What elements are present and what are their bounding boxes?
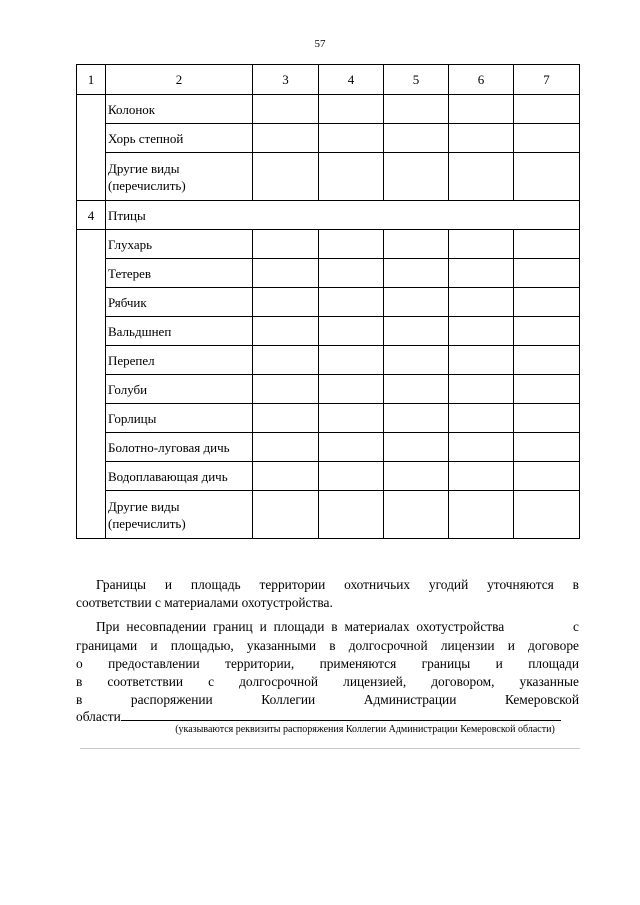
table-row: [77, 153, 580, 201]
paragraph-line: области: [76, 709, 121, 724]
column-header: 6: [449, 65, 514, 95]
value-cell: [253, 230, 319, 259]
paragraph-discrepancy-line2: [76, 637, 579, 656]
value-cell: [253, 462, 319, 491]
value-cell: [253, 404, 319, 433]
paragraph-discrepancy-line5: [76, 691, 579, 710]
table-row: [77, 95, 580, 124]
column-header: 2: [106, 65, 253, 95]
value-cell: [514, 153, 580, 201]
table-row: [77, 317, 580, 346]
value-cell: [384, 95, 449, 124]
footnote-caption: (указываются реквизиты распоряжения Коллегии Администрации Кемеровской области): [175, 724, 555, 735]
species-table: [76, 64, 580, 539]
value-cell: [253, 95, 319, 124]
table-row: [77, 491, 580, 539]
value-cell: [384, 124, 449, 153]
value-cell: [253, 346, 319, 375]
table-row: [77, 404, 580, 433]
species-name-cell: Другие виды (перечислить): [106, 491, 253, 539]
value-cell: [384, 375, 449, 404]
value-cell: [449, 462, 514, 491]
value-cell: [253, 491, 319, 539]
value-cell: [514, 491, 580, 539]
table-row: [77, 124, 580, 153]
value-cell: [319, 462, 384, 491]
value-cell: [384, 317, 449, 346]
value-cell: [449, 317, 514, 346]
group2-number-cell: [77, 230, 106, 539]
value-cell: [449, 95, 514, 124]
value-cell: [449, 346, 514, 375]
paragraph-line: Границы и площадь территории охотничьих угодий уточняются в: [96, 577, 579, 592]
species-name-cell: Колонок: [106, 95, 253, 124]
species-name-cell: Голуби: [106, 375, 253, 404]
paragraph-line: в соответствии с долгосрочной лицензией, договором, указанные: [76, 674, 579, 689]
table-row: [77, 462, 580, 491]
paragraph-boundaries: [76, 576, 579, 595]
fill-in-line: [121, 708, 561, 721]
value-cell: [449, 124, 514, 153]
group1-number-cell: [77, 95, 106, 201]
value-cell: [449, 288, 514, 317]
value-cell: [514, 259, 580, 288]
value-cell: [449, 491, 514, 539]
species-name-cell: Перепел: [106, 346, 253, 375]
value-cell: [253, 375, 319, 404]
table-row: [77, 230, 580, 259]
value-cell: [514, 375, 580, 404]
value-cell: [253, 124, 319, 153]
table-row: [77, 433, 580, 462]
paragraph-discrepancy-line1: [76, 618, 579, 637]
value-cell: [449, 375, 514, 404]
value-cell: [384, 404, 449, 433]
divider: [80, 748, 580, 749]
paragraph-line: соответствии с материалами охотустройства.: [76, 595, 333, 610]
section-row: [77, 201, 580, 230]
species-table-body: [77, 65, 580, 539]
value-cell: [384, 462, 449, 491]
value-cell: [319, 433, 384, 462]
value-cell: [514, 433, 580, 462]
species-name-cell: Рябчик: [106, 288, 253, 317]
value-cell: [319, 259, 384, 288]
value-cell: [319, 95, 384, 124]
value-cell: [449, 230, 514, 259]
value-cell: [253, 433, 319, 462]
value-cell: [514, 230, 580, 259]
value-cell: [384, 433, 449, 462]
paragraph-line: При несовпадении границ и площади в материалах охотустройства с: [96, 619, 579, 634]
column-header: 3: [253, 65, 319, 95]
column-header: 4: [319, 65, 384, 95]
value-cell: [449, 433, 514, 462]
value-cell: [319, 288, 384, 317]
value-cell: [514, 462, 580, 491]
table-row: [77, 288, 580, 317]
value-cell: [514, 95, 580, 124]
table-row: [77, 346, 580, 375]
value-cell: [253, 288, 319, 317]
value-cell: [449, 404, 514, 433]
species-name-cell: Вальдшнеп: [106, 317, 253, 346]
value-cell: [253, 317, 319, 346]
value-cell: [384, 288, 449, 317]
value-cell: [514, 346, 580, 375]
value-cell: [384, 153, 449, 201]
column-header: 5: [384, 65, 449, 95]
value-cell: [253, 153, 319, 201]
value-cell: [319, 230, 384, 259]
value-cell: [449, 153, 514, 201]
species-name-cell: Другие виды (перечислить): [106, 153, 253, 201]
value-cell: [384, 346, 449, 375]
value-cell: [449, 259, 514, 288]
value-cell: [319, 404, 384, 433]
table-header-row: [77, 65, 580, 95]
value-cell: [514, 317, 580, 346]
paragraph-discrepancy-line3: [76, 655, 579, 674]
column-header: 1: [77, 65, 106, 95]
column-header: 7: [514, 65, 580, 95]
value-cell: [384, 259, 449, 288]
value-cell: [514, 288, 580, 317]
section-number: 4: [77, 201, 106, 230]
value-cell: [319, 317, 384, 346]
value-cell: [319, 346, 384, 375]
value-cell: [253, 259, 319, 288]
paragraph-discrepancy-line4: [76, 673, 579, 692]
species-name-cell: Водоплавающая дичь: [106, 462, 253, 491]
value-cell: [319, 491, 384, 539]
species-name-cell: Тетерев: [106, 259, 253, 288]
species-name-cell: Глухарь: [106, 230, 253, 259]
value-cell: [384, 491, 449, 539]
value-cell: [319, 124, 384, 153]
page-number: 57: [314, 38, 326, 50]
value-cell: [514, 124, 580, 153]
value-cell: [319, 375, 384, 404]
paragraph-line: в распоряжении Коллегии Администрации Кемеровской: [76, 692, 579, 707]
value-cell: [384, 230, 449, 259]
paragraph-line: о предоставлении территории, применяются границы и площади: [76, 656, 579, 671]
species-name-cell: Горлицы: [106, 404, 253, 433]
table-row: [77, 375, 580, 404]
paragraph-line: границами и площадью, указанными в долгосрочной лицензии и договоре: [76, 638, 579, 653]
section-title: Птицы: [106, 201, 580, 230]
value-cell: [319, 153, 384, 201]
species-name-cell: Болотно-луговая дичь: [106, 433, 253, 462]
species-name-cell: Хорь степной: [106, 124, 253, 153]
value-cell: [514, 404, 580, 433]
table-row: [77, 259, 580, 288]
paragraph-boundaries-end: [76, 594, 579, 613]
